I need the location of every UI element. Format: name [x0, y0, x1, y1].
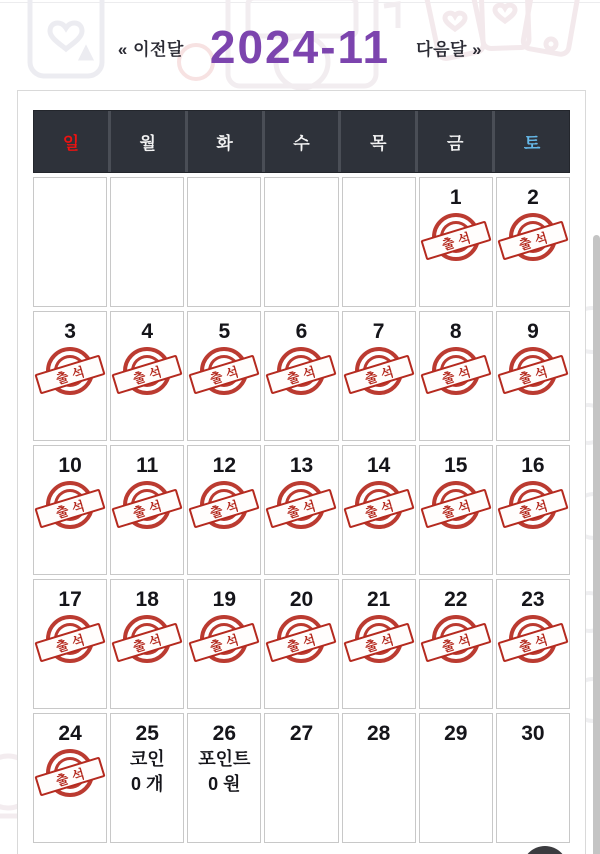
stamp-band-label: 출석	[420, 489, 491, 529]
stamp-band-label: 출석	[497, 623, 568, 663]
day-cell-3	[33, 311, 107, 441]
attendance-stamp	[349, 346, 409, 402]
day-cell-7	[342, 311, 416, 441]
day-cell-24	[33, 713, 107, 843]
attendance-stamp	[117, 480, 177, 536]
stamp-band-label: 출석	[343, 355, 414, 395]
day-number: 1	[449, 186, 462, 209]
day-cell-4	[110, 311, 184, 441]
day-info-line-2: 0 원	[208, 773, 241, 794]
attendance-stamp	[426, 212, 486, 268]
stamp-band-label: 출석	[343, 623, 414, 663]
day-number: 24	[58, 722, 82, 745]
day-number: 13	[289, 454, 314, 477]
weekday-일: 일	[34, 111, 108, 172]
stamp-band-label: 출석	[497, 489, 568, 529]
day-cell-25	[110, 713, 184, 843]
day-cell-30	[496, 713, 570, 843]
day-cell-17	[33, 579, 107, 709]
attendance-stamp	[117, 614, 177, 670]
day-number: 21	[366, 588, 391, 611]
attendance-stamp	[349, 480, 409, 536]
stamp-band-label: 출석	[343, 489, 414, 529]
stamp-band-label: 출석	[420, 221, 491, 261]
weekday-토: 토	[495, 111, 569, 172]
top-divider	[0, 2, 600, 3]
prev-month-button[interactable]: « 이전달	[118, 35, 184, 60]
day-cell-14	[342, 445, 416, 575]
weekday-금: 금	[418, 111, 492, 172]
empty-cell	[264, 177, 338, 307]
stamp-band-label: 출석	[112, 355, 183, 395]
empty-cell	[33, 177, 107, 307]
day-number: 19	[212, 588, 237, 611]
day-cell-16	[496, 445, 570, 575]
day-cell-8	[419, 311, 493, 441]
stamp-band-label: 출석	[497, 355, 568, 395]
day-cell-29	[419, 713, 493, 843]
day-info-line-1: 포인트	[198, 749, 251, 770]
day-number: 15	[444, 454, 468, 477]
attendance-stamp	[40, 614, 100, 670]
attendance-stamp	[503, 346, 563, 402]
day-cell-1	[419, 177, 493, 307]
attendance-stamp	[503, 212, 563, 268]
stamp-band-label: 출석	[189, 623, 260, 663]
day-cell-9	[496, 311, 570, 441]
attendance-stamp	[426, 346, 486, 402]
weekday-수: 수	[265, 111, 339, 172]
weekday-화: 화	[188, 111, 262, 172]
day-number: 14	[366, 454, 391, 477]
attendance-stamp	[426, 480, 486, 536]
day-cell-19	[187, 579, 261, 709]
day-number: 2	[527, 186, 539, 209]
day-cell-6	[264, 311, 338, 441]
stamp-band-label: 출석	[34, 623, 105, 663]
attendance-stamp	[271, 614, 331, 670]
attendance-stamp	[40, 480, 100, 536]
empty-cell	[342, 177, 416, 307]
stamp-band-label: 출석	[34, 489, 105, 529]
stamp-band-label: 출석	[34, 355, 105, 395]
stamp-band-label: 출석	[189, 355, 260, 395]
day-number: 3	[64, 320, 76, 343]
calendar-panel	[17, 90, 586, 854]
day-number: 27	[289, 722, 314, 745]
stamp-band-label: 출석	[266, 623, 337, 663]
weekday-월: 월	[111, 111, 185, 172]
day-cell-27	[264, 713, 338, 843]
scrollbar-thumb[interactable]	[593, 235, 600, 854]
attendance-stamp	[194, 480, 254, 536]
day-number: 30	[521, 722, 545, 745]
day-cell-23	[496, 579, 570, 709]
day-cell-18	[110, 579, 184, 709]
attendance-stamp	[194, 346, 254, 402]
day-number: 9	[527, 320, 539, 343]
stamp-band-label: 출석	[497, 221, 568, 261]
day-number: 26	[212, 722, 237, 745]
day-number: 20	[289, 588, 314, 611]
attendance-stamp	[503, 480, 563, 536]
day-number: 25	[135, 722, 159, 745]
day-number: 28	[366, 722, 391, 745]
day-number: 22	[444, 588, 468, 611]
day-number: 23	[521, 588, 545, 611]
day-cell-13	[264, 445, 338, 575]
stamp-band-label: 출석	[34, 757, 105, 797]
day-cell-15	[419, 445, 493, 575]
day-cell-11	[110, 445, 184, 575]
day-cell-20	[264, 579, 338, 709]
attendance-stamp	[40, 748, 100, 804]
stamp-band-label: 출석	[266, 355, 337, 395]
day-cell-22	[419, 579, 493, 709]
day-cell-21	[342, 579, 416, 709]
attendance-stamp	[349, 614, 409, 670]
attendance-stamp	[40, 346, 100, 402]
day-cell-12	[187, 445, 261, 575]
attendance-stamp	[271, 346, 331, 402]
month-title: 2024-11	[209, 21, 391, 73]
attendance-stamp	[426, 614, 486, 670]
month-navigation	[0, 16, 600, 78]
attendance-stamp	[271, 480, 331, 536]
weekday-row	[33, 110, 570, 173]
day-number: 10	[58, 454, 82, 477]
day-number: 29	[444, 722, 468, 745]
stamp-band-label: 출석	[420, 623, 491, 663]
stamp-band-label: 출석	[266, 489, 337, 529]
stamp-band-label: 출석	[112, 489, 183, 529]
attendance-stamp	[117, 346, 177, 402]
empty-cell	[187, 177, 261, 307]
day-number: 11	[136, 454, 159, 477]
day-number: 16	[521, 454, 545, 477]
day-number: 17	[58, 588, 82, 611]
day-cell-28	[342, 713, 416, 843]
weekday-목: 목	[341, 111, 415, 172]
day-number: 7	[372, 320, 385, 343]
day-number: 4	[141, 320, 154, 343]
day-cell-2	[496, 177, 570, 307]
stamp-band-label: 출석	[112, 623, 183, 663]
day-cell-5	[187, 311, 261, 441]
empty-cell	[110, 177, 184, 307]
attendance-stamp	[503, 614, 563, 670]
day-cell-26	[187, 713, 261, 843]
day-number: 12	[212, 454, 237, 477]
day-cell-10	[33, 445, 107, 575]
day-number: 18	[135, 588, 159, 611]
stamp-band-label: 출석	[420, 355, 491, 395]
day-number: 5	[218, 320, 231, 343]
next-month-button[interactable]: 다음달 »	[416, 35, 482, 60]
day-number: 8	[449, 320, 462, 343]
day-number: 6	[295, 320, 308, 343]
calendar-grid	[33, 177, 570, 843]
attendance-stamp	[194, 614, 254, 670]
day-info-line-1: 코인	[129, 749, 165, 770]
stamp-band-label: 출석	[189, 489, 260, 529]
day-info-line-2: 0 개	[131, 773, 164, 794]
